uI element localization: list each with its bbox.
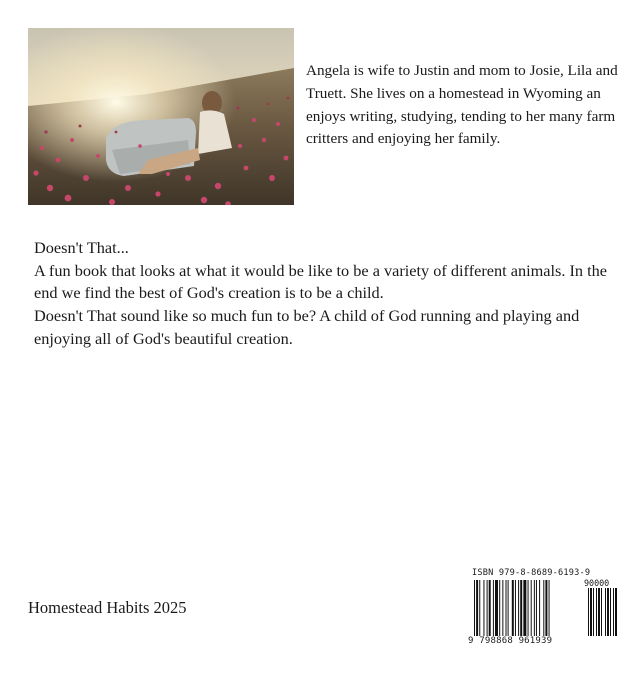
description-paragraph-1: A fun book that looks at what it would be like to be a variety of different animals. In the end we find the best of God's creation is to be a child.	[34, 260, 608, 303]
description-paragraph-2: Doesn't That sound like so much fun to be? A child of God running and playing and enjoying all of God's beautiful creation.	[34, 306, 580, 348]
book-description	[34, 237, 614, 351]
isbn-label: ISBN 979-8-8689-6193-9	[472, 568, 591, 578]
ean-digits: 9 798868 961939	[468, 636, 553, 646]
author-bio	[306, 60, 624, 151]
isbn-barcode	[462, 566, 634, 650]
barcode-bars	[474, 580, 632, 636]
description-title: Doesn't That...	[34, 238, 129, 257]
publisher-line: Homestead Habits 2025	[28, 598, 187, 617]
author-photo	[28, 28, 294, 205]
barcode-addon-digits: 90000	[584, 578, 610, 588]
author-bio-text: Angela is wife to Justin and mom to Josie, Lila and Truett. She lives on a homestead in Wyoming an enjoys writing, studying, tending to her many farm critters and enjoying her family.	[306, 62, 618, 148]
